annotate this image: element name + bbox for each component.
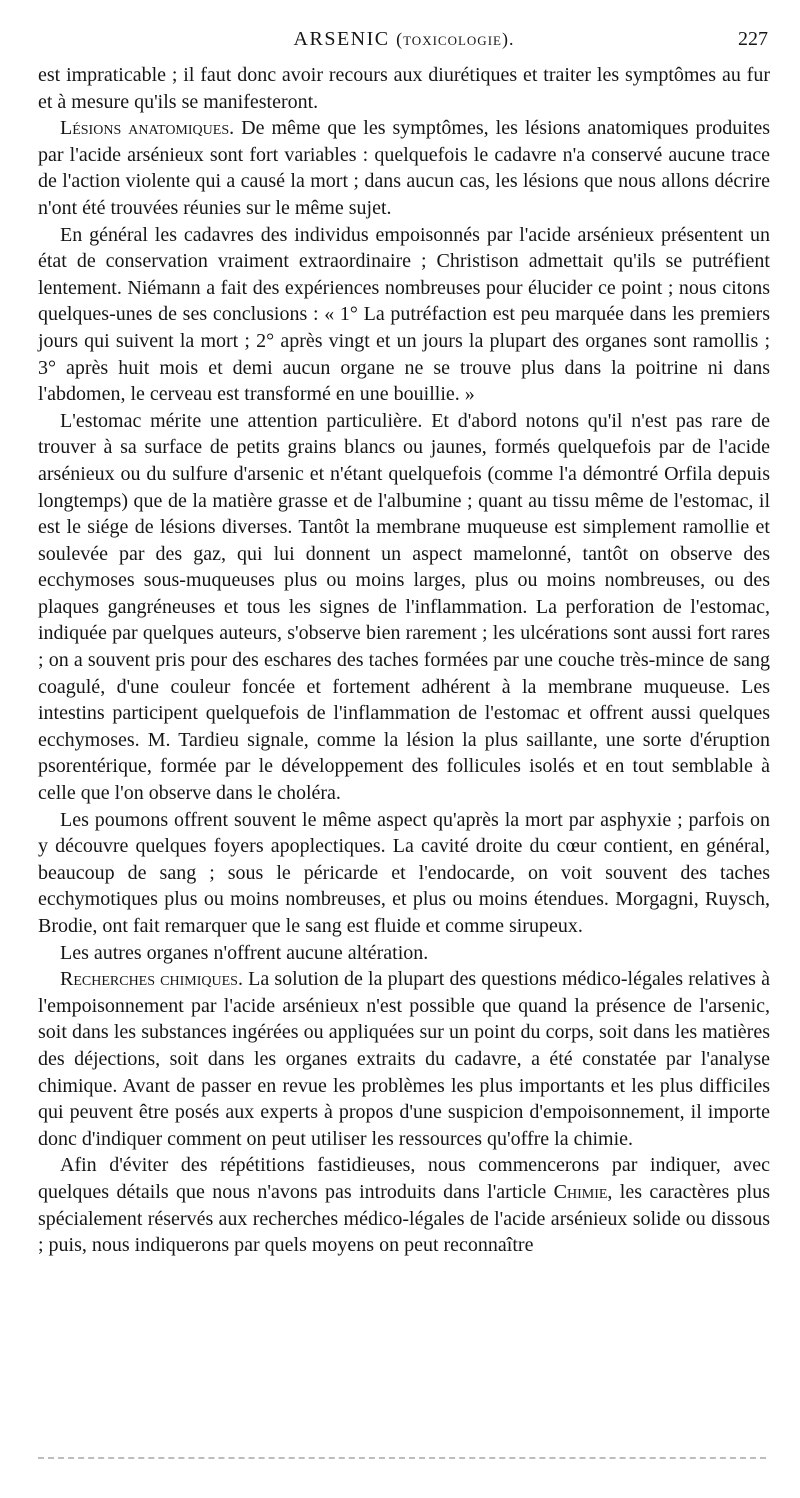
running-header <box>38 28 770 62</box>
section-heading-recherches: Recherches chimiques. <box>60 968 243 991</box>
header-subtitle: (toxicologie). <box>396 29 515 49</box>
paragraph <box>38 222 770 408</box>
paragraph <box>38 966 770 1152</box>
book-page <box>38 28 770 1259</box>
paragraph-text: Les poumons offrent souvent le même aspect qu'après la mort par asphyxie ; parfois on y découvre quelques foyers apoplectiques. La cavité droite du cœur contient, en général, beaucoup de sang ; sous le péricarde et l'endocarde, on voit souvent des taches ecchymotiques plus ou moins nombreuses, et plus ou moins étendues. Morgagni, Ruysch, Brodie, ont fait remarquer que le sang est fluide et comme sirupeux. <box>38 808 770 937</box>
paragraph-text: De même que les symptômes, les lésions anatomiques produites par l'acide arsénieux sont fort variables : quelquefois le cadavre n'a conservé aucune trace de l'action violente qui a causé la mort ; dans aucun cas, les lésions que nous allons décrire n'ont été trouvées réunies sur le même sujet. <box>38 117 770 219</box>
paragraph <box>38 807 770 940</box>
paragraph-text: , les caractères plus spécialement réservés aux recherches médico-légales de l'acide arsénieux solide ou dissous ; puis, nous indiquerons par quels moyens on peut reconnaître <box>38 1180 770 1257</box>
section-heading-lesions: Lésions anatomiques. <box>60 117 235 140</box>
paragraph <box>38 62 770 115</box>
article-reference-chimie: Chimie <box>553 1180 608 1203</box>
paragraph-text: La solution de la plupart des questions médico-légales relatives à l'empoisonnement par l'acide arsénieux n'est possible que quand la présence de l'arsenic, soit dans les substances ingérées ou appliquées sur un point du corps, soit dans les matières des déjections, soit dans les organes extraits du cadavre, a été constatée par l'analyse chimique. Avant de passer en revue les problèmes les plus importants et les plus difficiles qui peuvent être posés aux experts à propos d'une suspicion d'empoisonnement, il importe donc d'indiquer comment on peut utiliser les ressources qu'offre la chimie. <box>38 968 771 1150</box>
paragraph <box>38 115 770 221</box>
paragraph-text: est impraticable ; il faut donc avoir recours aux diurétiques et traiter les symptômes au fur et à mesure qu'ils se manifesteront. <box>38 64 770 113</box>
running-title <box>38 28 770 51</box>
bottom-rule <box>38 1457 766 1459</box>
paragraph-text: Afin d'éviter des répétitions fastidieuses, nous commencerons par indiquer, avec quelques détails que nous n'avons pas introduits dans l'article <box>38 1154 770 1203</box>
paragraph <box>38 1152 770 1258</box>
paragraph-text: En général les cadavres des individus empoisonnés par l'acide arsénieux présentent un état de conservation vraiment extraordinaire ; Christison admettait qu'ils se putréfient lentement. Niémann a fait des expériences nombreuses pour élucider ce point ; nous citons quelques-unes de ses conclusions : « 1° La putréfaction est peu marquée dans les premiers jours qui suivent la mort ; 2° après vingt et un jours la plupart des organes sont ramollis ; 3° après huit mois et demi aucun organe ne se trouve plus dans la poitrine ni dans l'abdomen, le cerveau est transformé en une bouillie. » <box>38 223 770 406</box>
header-title: ARSENIC <box>293 28 390 50</box>
paragraph-text: Les autres organes n'offrent aucune altération. <box>60 941 429 964</box>
paragraph-text: L'estomac mérite une attention particulière. Et d'abord notons qu'il n'est pas rare de trouver à sa surface de petits grains blancs ou jaunes, formés quelquefois par de l'acide arsénieux ou du sulfure d'arsenic et n'étant quelquefois (comme l'a démontré Orfila depuis longtemps) que de la matière grasse et de l'albumine ; quant au tissu même de l'estomac, il est le siége de lésions diverses. Tantôt la membrane muqueuse est simplement ramollie et soulevée par des gaz, qui lui donnent un aspect mamelonné, tantôt on observe des ecchymoses sous-muqueuses plus ou moins larges, plus ou moins nombreuses, ou des plaques gangréneuses et tous les signes de l'inflammation. La perforation de l'estomac, indiquée par quelques auteurs, s'observe bien rarement ; les ulcérations sont aussi fort rares ; on a souvent pris pour des eschares des taches formées par une couche très-mince de sang coagulé, d'une couleur foncée et fortement adhérent à la membrane muqueuse. Les intestins participent quelquefois de l'inflammation de l'estomac et offrent aussi quelques ecchymoses. M. Tardieu signale, comme la lésion la plus saillante, une sorte d'éruption psorentérique, formée par le développement des follicules isolés et en tout semblable à celle que l'on observe dans le choléra. <box>38 409 770 805</box>
body-text <box>38 62 770 1259</box>
paragraph <box>38 408 770 807</box>
paragraph <box>38 940 770 967</box>
page-number: 227 <box>738 28 768 50</box>
